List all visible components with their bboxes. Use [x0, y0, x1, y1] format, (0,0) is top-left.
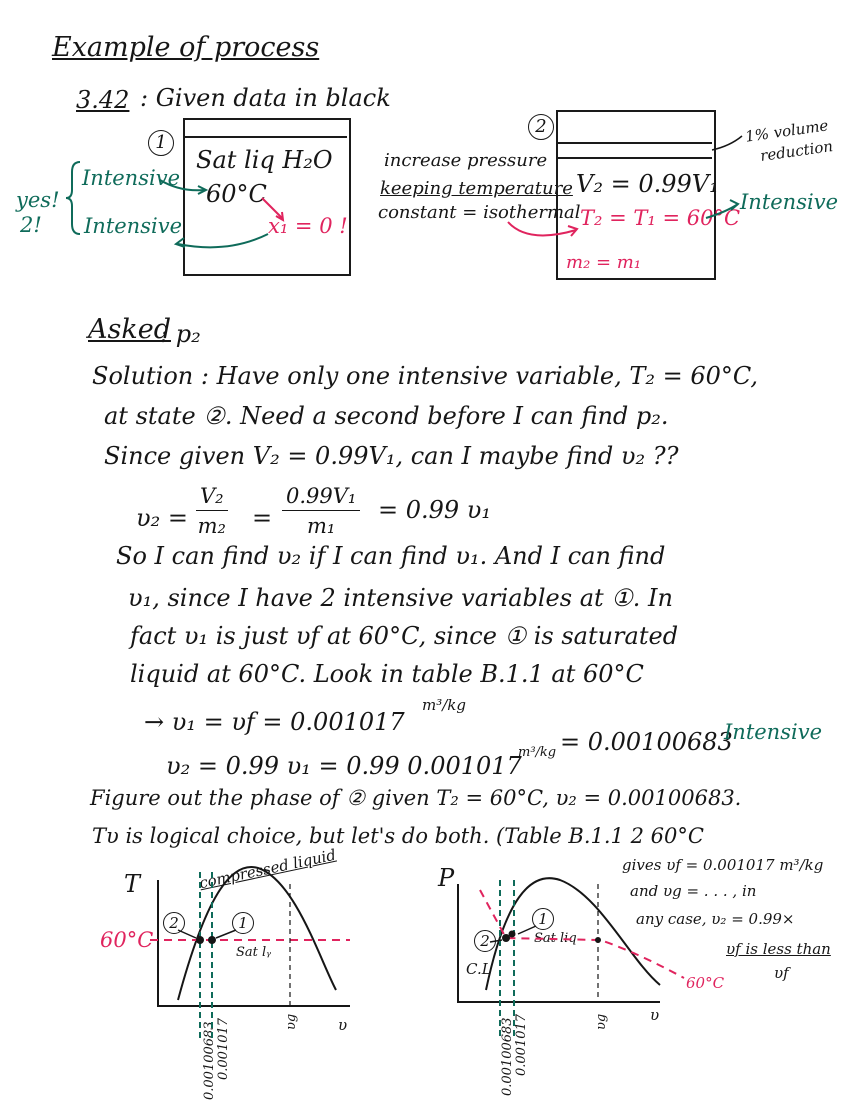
- pv-tick-3: υg: [594, 1013, 609, 1030]
- state2-marker: 2: [528, 114, 554, 140]
- equation-fraction-2-den: m₁: [307, 514, 336, 538]
- pv-tick-2: 0.001017: [514, 1013, 529, 1076]
- solution-line-7: liquid at 60°C. Look in table B.1.1 at 60°C: [130, 660, 644, 688]
- solution-line-9: υ₂ = 0.99 υ₁ = 0.99 0.001017: [166, 752, 522, 780]
- equation-fraction-2-num: 0.99V₁: [282, 484, 360, 511]
- solution-line-9-result: = 0.00100683: [560, 728, 733, 756]
- tv-x-axis-label: υ: [338, 1016, 348, 1034]
- intensive-note-quality: Intensive: [84, 214, 182, 238]
- solution-line-9-unit: m³/kg: [518, 745, 557, 760]
- tv-region-label: compressed liquid: [197, 845, 338, 893]
- equation-equals: =: [252, 504, 273, 532]
- tv-tick-1: 0.00100683: [202, 1021, 217, 1100]
- solution-line-8: → υ₁ = υf = 0.001017: [144, 708, 405, 736]
- state1-quality: x₁ = 0 !: [268, 214, 348, 238]
- table-note-5: υf: [774, 964, 789, 982]
- intensive-note-v2: Intensive: [724, 720, 822, 744]
- pv-tick-1: 0.00100683: [500, 1017, 515, 1096]
- pv-state2-marker: 2: [474, 930, 496, 952]
- state2-volume: V₂ = 0.99V₁: [576, 170, 719, 198]
- state2-mass: m₂ = m₁: [566, 252, 642, 273]
- tv-tick-3: υg: [284, 1013, 299, 1030]
- table-note-2: and υg = . . . , in: [630, 882, 757, 900]
- solution-line-10: Figure out the phase of ② given T₂ = 60°C, υ₂ = 0.00100683.: [90, 786, 742, 810]
- problem-number: 3.42: [76, 86, 130, 114]
- table-note-3: any case, υ₂ = 0.99×: [636, 910, 795, 928]
- solution-line-8-unit: m³/kg: [422, 696, 466, 714]
- volume-note-2: reduction: [759, 136, 835, 166]
- pv-cl-label: C.L: [466, 960, 492, 978]
- state1-temp: 60°C: [206, 180, 267, 208]
- solution-line-2: at state ②. Need a second before I can find p₂.: [104, 402, 669, 430]
- equation-lhs: υ₂ =: [136, 504, 188, 532]
- given-note: : Given data in black: [140, 84, 391, 112]
- process-note-line3: constant = isothermal: [378, 202, 581, 223]
- solution-line-1: Solution : Have only one intensive variable, T₂ = 60°C,: [92, 362, 759, 390]
- equation-fraction-1-num: V₂: [196, 484, 228, 511]
- process-note-line1: increase pressure: [384, 150, 548, 171]
- table-note-1: gives υf = 0.001017 m³/kg: [622, 856, 824, 874]
- state2-temp: T₂ = T₁ = 60°C: [580, 206, 741, 230]
- pv-isotherm-label: 60°C: [686, 974, 725, 992]
- asked-value: : p₂: [160, 320, 201, 348]
- equation-rhs: = 0.99 υ₁: [378, 496, 492, 524]
- intensive-note-temp: Intensive: [82, 166, 180, 190]
- volume-note-1: 1% volume: [744, 116, 830, 146]
- two-note: 2!: [20, 213, 42, 237]
- pv-state1-marker: 1: [532, 908, 554, 930]
- state1-marker: 1: [148, 130, 174, 156]
- tv-state2-marker: 2: [163, 912, 185, 934]
- solution-line-4: So I can find υ₂ if I can find υ₁. And I can find: [116, 542, 666, 570]
- solution-line-11: Tυ is logical choice, but let's do both. (Table B.1.1 2 60°C: [92, 824, 704, 848]
- tv-tick-2: 0.001017: [216, 1017, 231, 1080]
- table-note-4: υf is less than: [726, 940, 831, 958]
- solution-line-3: Since given V₂ = 0.99V₁, can I maybe find υ₂ ??: [104, 442, 679, 470]
- intensive-note-state2: Intensive: [740, 190, 838, 214]
- pv-x-axis-label: υ: [650, 1006, 660, 1024]
- equation-fraction-1-den: m₂: [197, 514, 226, 538]
- tv-y-axis-label: T: [124, 870, 141, 898]
- solution-line-5: υ₁, since I have 2 intensive variables at ①. In: [128, 584, 673, 612]
- page-title: Example of process: [52, 32, 320, 63]
- pv-y-axis-label: P: [438, 864, 455, 892]
- tv-state1-marker: 1: [232, 912, 254, 934]
- tv-sat-label: Sat lᵧ: [236, 945, 272, 960]
- asked-label: Asked: [88, 314, 171, 345]
- process-note-line2: keeping temperature: [380, 178, 573, 199]
- state1-fluid: Sat liq H₂O: [196, 146, 333, 174]
- yes-note: yes!: [16, 188, 60, 212]
- solution-line-6: fact υ₁ is just υf at 60°C, since ① is saturated: [130, 622, 679, 650]
- tv-isotherm-label: 60°C: [100, 928, 154, 952]
- pv-sat-label: Sat liq: [534, 931, 577, 946]
